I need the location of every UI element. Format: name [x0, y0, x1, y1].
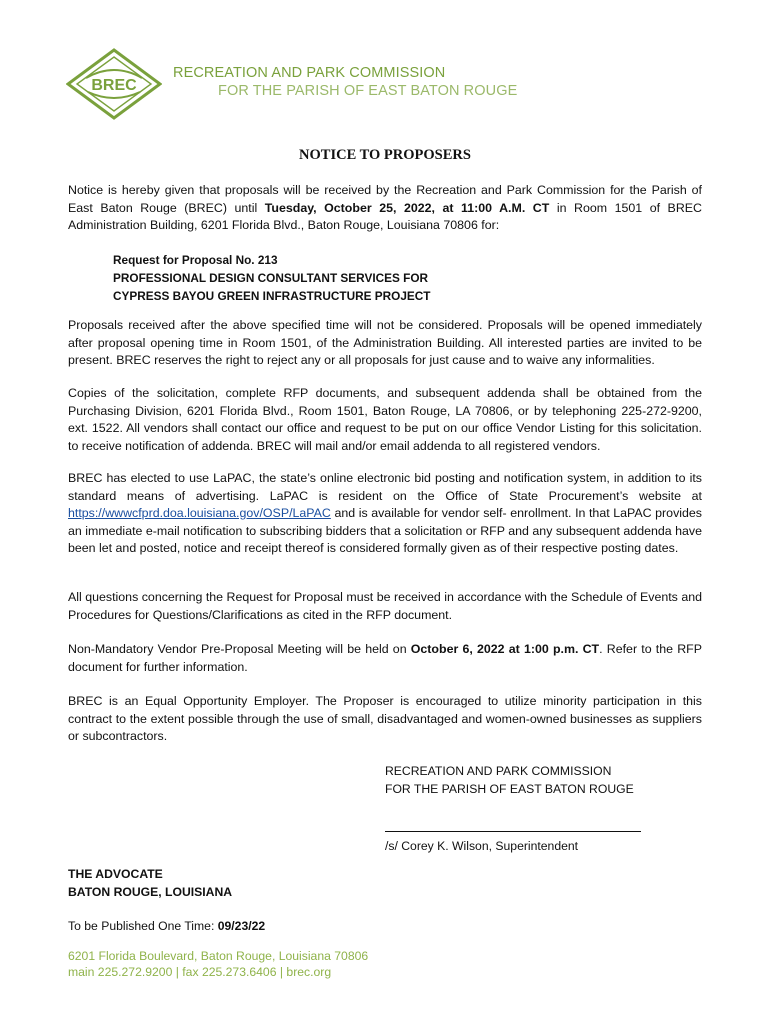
questions-paragraph: All questions concerning the Request for Proposal must be received in accordance with the Schedule of Events and Procedures for Questions/Clarifications as cited in the RFP document.: [68, 590, 702, 622]
lapac-link[interactable]: https://wwwcfprd.doa.louisiana.gov/OSP/LaPAC: [68, 506, 331, 521]
footer: [68, 948, 368, 980]
publication-date: 09/23/22: [217, 919, 266, 933]
lapac-paragraph: BREC has elected to use LaPAC, the state’s online electronic bid posting and notification system, in addition to its standard means of advertising. LaPAC is resident on the Office of State Procurement’s website at https://wwwcfprd.doa.louisiana.gov/OSP/LaPAC and is available for vendor self- enrollment. In that LaPAC provides an immediate e-mail notification to subscribing bidders that a solicitation or RFP and any subsequent addenda have been let and posted, notice and receipt thereof is considered formally given as of their respective posting dates.: [68, 471, 702, 556]
signature-org-line1: RECREATION AND PARK COMMISSION: [385, 764, 612, 778]
intro-paragraph: Notice is hereby given that proposals will be received by the Recreation and Park Commission for the Parish of East Baton Rouge (BREC) until Tuesday, October 25, 2022, at 11:00 A.M. CT in Room 1501 of BREC Administration Building, 6201 Florida Blvd., Baton Rouge, Louisiana 70806 for:: [68, 183, 702, 233]
solicitation-copies-paragraph: Copies of the solicitation, complete RFP documents, and subsequent addenda shall be obtained from the Purchasing Division, 6201 Florida Blvd., Room 1501, Baton Rouge, LA 70806, or by telephoning 225-272-9200, ext. 1522. All vendors shall contact our office and request to be put on our office Vendor Listing for this solicitation. to receive notification of addenda. BREC will mail and/or email addenda to all registered vendors.: [68, 386, 702, 453]
signature-block: [385, 763, 641, 855]
signer-name: /s/ Corey K. Wilson, Superintendent: [385, 838, 579, 853]
newspaper-block: [68, 866, 232, 901]
footer-address: 6201 Florida Boulevard, Baton Rouge, Louisiana 70806: [68, 949, 369, 963]
rfp-title-line1: PROFESSIONAL DESIGN CONSULTANT SERVICES FOR: [113, 271, 429, 285]
late-proposals-paragraph: Proposals received after the above specified time will not be considered. Proposals will be opened immediately after proposal opening time in Room 1501, of the Administration Building. All interested parties are invited to be present. BREC reserves the right to reject any or all proposals for just cause and to waive any informalities.: [68, 318, 702, 368]
rfp-block: [113, 251, 430, 305]
signature-org-line2: FOR THE PARISH OF EAST BATON ROUGE: [385, 781, 634, 796]
brec-logo: [66, 48, 162, 120]
signature-line: [385, 820, 641, 838]
newspaper-city: BATON ROUGE, LOUISIANA: [68, 884, 233, 899]
footer-contact: main 225.272.9200 | fax 225.273.6406 | brec.org: [68, 965, 332, 979]
org-name-line1: RECREATION AND PARK COMMISSION: [173, 65, 446, 81]
rfp-number: Request for Proposal No. 213: [113, 253, 278, 267]
rfp-title-line2: CYPRESS BAYOU GREEN INFRASTRUCTURE PROJECT: [113, 289, 431, 303]
publication-date-line: To be Published One Time: 09/23/22: [68, 919, 266, 933]
newspaper-name: THE ADVOCATE: [68, 867, 163, 881]
pre-proposal-meeting-paragraph: Non-Mandatory Vendor Pre-Proposal Meeting will be held on October 6, 2022 at 1:00 p.m. CT. Refer to the RFP document for further information.: [68, 642, 702, 674]
page-title: NOTICE TO PROPOSERS: [299, 147, 471, 163]
org-name-line2: FOR THE PARISH OF EAST BATON ROUGE: [218, 83, 518, 99]
equal-opportunity-paragraph: BREC is an Equal Opportunity Employer. The Proposer is encouraged to utilize minority participation in this contract to the extent possible through the use of small, disadvantaged and women-owned businesses as suppliers or subcontractors.: [68, 694, 702, 744]
logo-text: BREC: [91, 77, 137, 94]
